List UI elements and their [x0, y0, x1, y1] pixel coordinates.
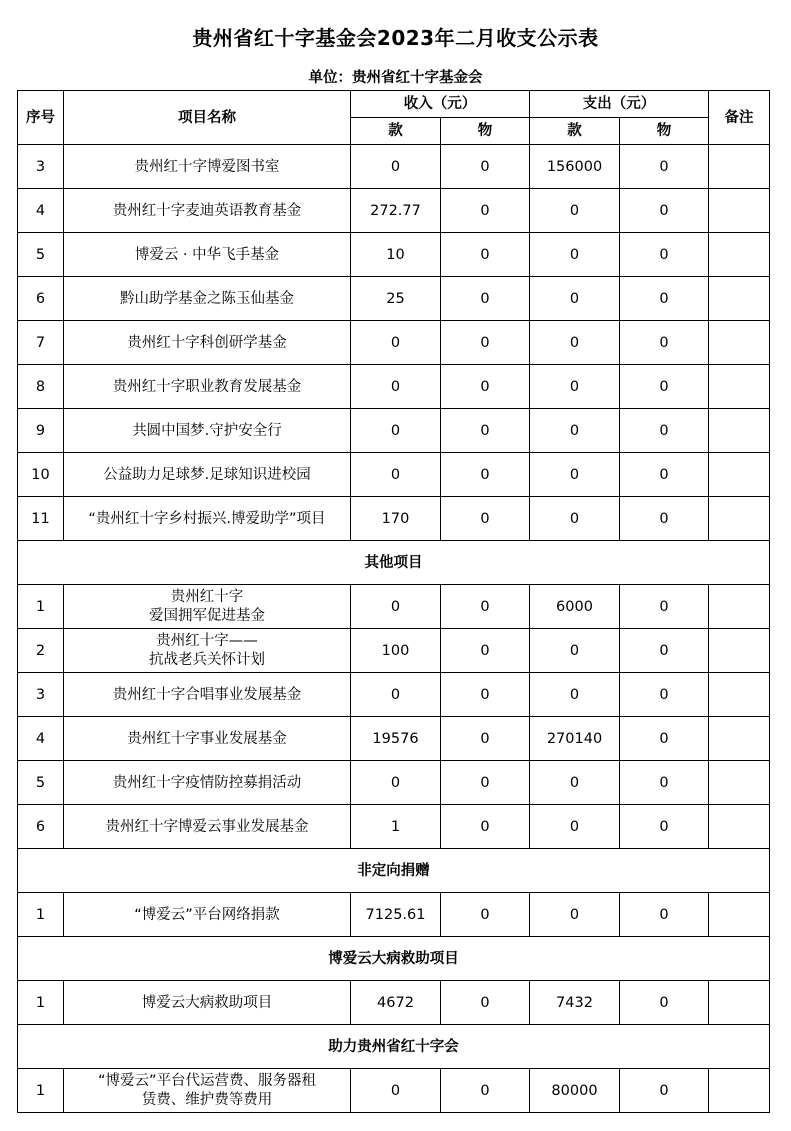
row-seq: 7 — [18, 321, 64, 365]
row-expense-goods: 0 — [620, 585, 709, 629]
row-income-goods: 0 — [441, 981, 530, 1025]
project-name-line: 爱国拥军促进基金 — [149, 607, 265, 624]
row-expense-goods: 0 — [620, 805, 709, 849]
section-header-row — [18, 1025, 770, 1069]
row-note — [709, 717, 770, 761]
project-name-line: 贵州红十字博爱图书室 — [134, 158, 280, 175]
table-row — [18, 1069, 770, 1113]
row-seq: 6 — [18, 277, 64, 321]
project-name-line: “贵州红十字乡村振兴.博爱助学”项目 — [88, 510, 326, 527]
table-row — [18, 365, 770, 409]
header-income: 收入（元） — [351, 91, 530, 118]
row-income-cash: 10 — [351, 233, 441, 277]
row-expense-cash: 0 — [530, 365, 620, 409]
row-income-goods: 0 — [441, 277, 530, 321]
table-row — [18, 277, 770, 321]
row-project-name — [64, 805, 351, 849]
row-income-cash: 170 — [351, 497, 441, 541]
row-income-goods: 0 — [441, 453, 530, 497]
row-income-cash: 272.77 — [351, 189, 441, 233]
row-income-goods: 0 — [441, 409, 530, 453]
row-seq: 4 — [18, 189, 64, 233]
row-expense-cash: 0 — [530, 805, 620, 849]
table-row — [18, 761, 770, 805]
row-note — [709, 805, 770, 849]
page-title: 贵州省红十字基金会2023年二月收支公示表 — [192, 26, 599, 50]
header-income-cash: 款 — [351, 118, 441, 145]
row-note — [709, 453, 770, 497]
table-row — [18, 629, 770, 673]
row-expense-goods: 0 — [620, 453, 709, 497]
row-income-cash: 0 — [351, 1069, 441, 1113]
row-project-name — [64, 1069, 351, 1113]
row-note — [709, 365, 770, 409]
row-income-cash: 7125.61 — [351, 893, 441, 937]
table-row — [18, 673, 770, 717]
row-project-name — [64, 893, 351, 937]
row-project-name — [64, 761, 351, 805]
row-expense-cash: 0 — [530, 497, 620, 541]
section-title: 博爱云大病救助项目 — [18, 937, 770, 981]
row-note — [709, 277, 770, 321]
row-expense-goods: 0 — [620, 409, 709, 453]
row-note — [709, 189, 770, 233]
row-income-goods: 0 — [441, 1069, 530, 1113]
row-expense-goods: 0 — [620, 629, 709, 673]
row-expense-goods: 0 — [620, 189, 709, 233]
table-row — [18, 893, 770, 937]
section-header-row — [18, 937, 770, 981]
section-title: 其他项目 — [18, 541, 770, 585]
header-expense: 支出（元） — [530, 91, 709, 118]
project-name-line: 贵州红十字 — [170, 588, 244, 605]
row-note — [709, 145, 770, 189]
header-name: 项目名称 — [64, 91, 351, 145]
row-income-cash: 0 — [351, 321, 441, 365]
row-income-goods: 0 — [441, 805, 530, 849]
row-expense-goods: 0 — [620, 1069, 709, 1113]
row-seq: 9 — [18, 409, 64, 453]
row-project-name — [64, 585, 351, 629]
row-project-name — [64, 233, 351, 277]
project-name-line: 贵州红十字疫情防控募捐活动 — [112, 774, 302, 791]
row-expense-goods: 0 — [620, 145, 709, 189]
row-note — [709, 893, 770, 937]
row-income-cash: 19576 — [351, 717, 441, 761]
row-expense-cash: 0 — [530, 893, 620, 937]
project-name-line: 贵州红十字事业发展基金 — [127, 730, 287, 747]
row-income-goods: 0 — [441, 761, 530, 805]
project-name-line: 博爱云 · 中华飞手基金 — [134, 246, 280, 263]
row-income-goods: 0 — [441, 497, 530, 541]
project-name-line: 赁费、维护费等费用 — [141, 1091, 273, 1108]
row-expense-goods: 0 — [620, 233, 709, 277]
row-note — [709, 1069, 770, 1113]
section-header-row — [18, 541, 770, 585]
header-seq: 序号 — [18, 91, 64, 145]
table-row — [18, 981, 770, 1025]
row-project-name — [64, 365, 351, 409]
row-project-name — [64, 497, 351, 541]
row-note — [709, 233, 770, 277]
row-income-goods: 0 — [441, 893, 530, 937]
project-name-line: 贵州红十字—— — [156, 632, 258, 649]
row-note — [709, 409, 770, 453]
row-note — [709, 629, 770, 673]
project-name-line: 公益助力足球梦.足球知识进校园 — [103, 466, 311, 483]
table-row — [18, 189, 770, 233]
row-expense-cash: 0 — [530, 189, 620, 233]
row-expense-cash: 0 — [530, 453, 620, 497]
row-income-cash: 25 — [351, 277, 441, 321]
row-income-cash: 0 — [351, 409, 441, 453]
project-name-line: “博爱云”平台网络捐款 — [134, 906, 280, 923]
row-project-name — [64, 409, 351, 453]
table-row — [18, 145, 770, 189]
row-expense-cash: 0 — [530, 673, 620, 717]
row-project-name — [64, 981, 351, 1025]
row-income-goods: 0 — [441, 717, 530, 761]
project-name-line: “博爱云”平台代运营费、服务器租 — [97, 1072, 317, 1089]
table-row — [18, 321, 770, 365]
table-body — [18, 145, 770, 1113]
row-expense-cash: 0 — [530, 277, 620, 321]
row-expense-goods: 0 — [620, 981, 709, 1025]
row-income-cash: 0 — [351, 585, 441, 629]
row-project-name — [64, 145, 351, 189]
row-expense-goods: 0 — [620, 277, 709, 321]
project-name-line: 贵州红十字麦迪英语教育基金 — [112, 202, 302, 219]
header-note: 备注 — [709, 91, 770, 145]
row-seq: 1 — [18, 585, 64, 629]
project-name-line: 贵州红十字合唱事业发展基金 — [112, 686, 302, 703]
row-income-cash: 0 — [351, 453, 441, 497]
row-income-goods: 0 — [441, 189, 530, 233]
row-project-name — [64, 629, 351, 673]
header-expense-cash: 款 — [530, 118, 620, 145]
row-project-name — [64, 277, 351, 321]
row-project-name — [64, 673, 351, 717]
unit-label: 单位：贵州省红十字基金会 — [308, 70, 483, 86]
row-note — [709, 981, 770, 1025]
row-income-cash: 1 — [351, 805, 441, 849]
table-row — [18, 497, 770, 541]
project-name-line: 贵州红十字博爱云事业发展基金 — [105, 818, 309, 835]
project-name-line: 共圆中国梦.守护安全行 — [132, 422, 282, 439]
header-expense-goods: 物 — [620, 118, 709, 145]
table-row — [18, 409, 770, 453]
row-seq: 1 — [18, 1069, 64, 1113]
row-income-cash: 0 — [351, 761, 441, 805]
row-project-name — [64, 717, 351, 761]
row-seq: 5 — [18, 233, 64, 277]
project-name-line: 贵州红十字职业教育发展基金 — [112, 378, 302, 395]
row-expense-cash: 80000 — [530, 1069, 620, 1113]
row-seq: 6 — [18, 805, 64, 849]
row-seq: 1 — [18, 981, 64, 1025]
row-income-goods: 0 — [441, 673, 530, 717]
row-expense-cash: 0 — [530, 761, 620, 805]
row-income-goods: 0 — [441, 585, 530, 629]
table-row — [18, 233, 770, 277]
row-expense-goods: 0 — [620, 365, 709, 409]
row-note — [709, 585, 770, 629]
row-income-cash: 100 — [351, 629, 441, 673]
row-income-goods: 0 — [441, 233, 530, 277]
row-expense-goods: 0 — [620, 717, 709, 761]
row-seq: 10 — [18, 453, 64, 497]
table-row — [18, 585, 770, 629]
row-expense-goods: 0 — [620, 497, 709, 541]
row-seq: 5 — [18, 761, 64, 805]
row-expense-cash: 6000 — [530, 585, 620, 629]
row-expense-cash: 7432 — [530, 981, 620, 1025]
row-income-cash: 0 — [351, 145, 441, 189]
row-note — [709, 673, 770, 717]
row-income-cash: 4672 — [351, 981, 441, 1025]
row-project-name — [64, 321, 351, 365]
table-header — [18, 91, 770, 145]
row-expense-cash: 270140 — [530, 717, 620, 761]
row-expense-goods: 0 — [620, 673, 709, 717]
section-title: 非定向捐赠 — [18, 849, 770, 893]
table-row — [18, 805, 770, 849]
row-seq: 3 — [18, 145, 64, 189]
row-income-goods: 0 — [441, 145, 530, 189]
project-name-line: 博爱云大病救助项目 — [141, 994, 273, 1011]
row-income-cash: 0 — [351, 365, 441, 409]
row-income-goods: 0 — [441, 629, 530, 673]
row-expense-goods: 0 — [620, 321, 709, 365]
row-expense-cash: 0 — [530, 233, 620, 277]
row-expense-cash: 156000 — [530, 145, 620, 189]
table-row — [18, 453, 770, 497]
row-expense-goods: 0 — [620, 893, 709, 937]
row-project-name — [64, 189, 351, 233]
row-seq: 1 — [18, 893, 64, 937]
row-expense-goods: 0 — [620, 761, 709, 805]
row-seq: 3 — [18, 673, 64, 717]
row-seq: 11 — [18, 497, 64, 541]
row-income-goods: 0 — [441, 321, 530, 365]
row-seq: 4 — [18, 717, 64, 761]
row-project-name — [64, 453, 351, 497]
row-income-goods: 0 — [441, 365, 530, 409]
row-income-cash: 0 — [351, 673, 441, 717]
finance-table — [17, 90, 770, 1113]
row-expense-cash: 0 — [530, 321, 620, 365]
row-note — [709, 761, 770, 805]
row-note — [709, 321, 770, 365]
row-note — [709, 497, 770, 541]
row-expense-cash: 0 — [530, 409, 620, 453]
project-name-line: 抗战老兵关怀计划 — [149, 651, 265, 668]
header-income-goods: 物 — [441, 118, 530, 145]
project-name-line: 贵州红十字科创研学基金 — [127, 334, 287, 351]
row-expense-cash: 0 — [530, 629, 620, 673]
section-header-row — [18, 849, 770, 893]
table-row — [18, 717, 770, 761]
row-seq: 2 — [18, 629, 64, 673]
section-title: 助力贵州省红十字会 — [18, 1025, 770, 1069]
project-name-line: 黔山助学基金之陈玉仙基金 — [120, 290, 294, 307]
row-seq: 8 — [18, 365, 64, 409]
